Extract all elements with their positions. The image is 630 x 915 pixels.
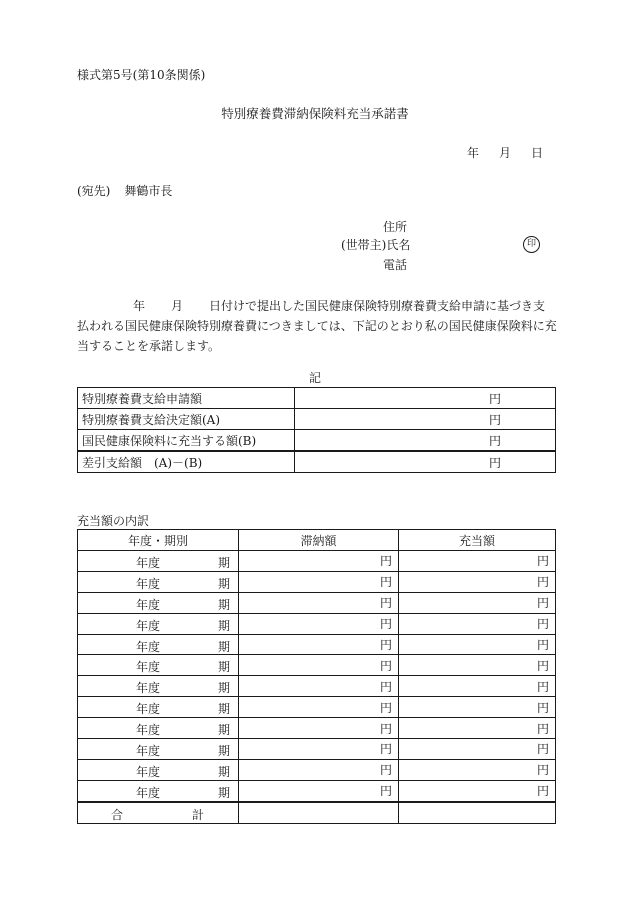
arrears-cell: 円	[239, 613, 399, 634]
table-row	[78, 759, 556, 780]
table-row	[78, 780, 556, 801]
period-year: 年度	[136, 785, 161, 800]
arrears-cell: 円	[239, 571, 399, 592]
table-header-row	[78, 530, 556, 551]
applied-cell: 円	[399, 739, 556, 760]
table-row	[78, 739, 556, 760]
arrears-cell: 円	[239, 759, 399, 780]
total-label-b: 計	[192, 807, 205, 822]
date-day: 日	[531, 146, 544, 160]
body-month: 月	[171, 299, 184, 313]
tel-label: 電話	[383, 258, 408, 272]
arrears-cell: 円	[239, 697, 399, 718]
summary-amount: 円	[295, 430, 556, 452]
table-row	[78, 613, 556, 634]
arrears-cell: 円	[239, 655, 399, 676]
period-ki: 期	[218, 681, 231, 696]
arrears-cell: 円	[239, 634, 399, 655]
period-cell	[78, 697, 239, 718]
period-year: 年度	[136, 618, 161, 633]
applied-cell: 円	[399, 759, 556, 780]
date-year: 年	[467, 146, 480, 160]
applied-cell: 円	[399, 592, 556, 613]
summary-amount: 円	[295, 451, 556, 473]
body-text: 日付けで提出した国民健康保険特別療養費支給申請に基づき支払われる国民健康保険特別療養費につきましては、下記のとおり私の国民健康保険料に充当することを承諾します。	[77, 299, 557, 353]
period-cell	[78, 551, 239, 572]
period-ki: 期	[218, 723, 231, 738]
arrears-cell: 円	[239, 592, 399, 613]
period-cell	[78, 759, 239, 780]
summary-table	[77, 387, 556, 473]
applied-cell: 円	[399, 780, 556, 801]
period-year: 年度	[136, 702, 161, 717]
header-applied: 充当額	[399, 530, 556, 551]
period-ki: 期	[218, 785, 231, 800]
consent-text	[77, 296, 557, 356]
applied-cell: 円	[399, 718, 556, 739]
date-line	[467, 146, 543, 160]
breakdown-title: 充当額の内訳	[77, 514, 150, 528]
period-ki: 期	[218, 660, 231, 675]
table-row	[78, 451, 556, 473]
header-arrears: 滞納額	[239, 530, 399, 551]
arrears-cell: 円	[239, 739, 399, 760]
summary-amount: 円	[295, 388, 556, 409]
total-arrears	[239, 802, 399, 823]
period-cell	[78, 676, 239, 697]
period-cell	[78, 718, 239, 739]
table-row	[78, 388, 556, 409]
applied-cell: 円	[399, 697, 556, 718]
period-year: 年度	[136, 660, 161, 675]
total-label	[78, 802, 239, 823]
total-applied	[399, 802, 556, 823]
period-ki: 期	[218, 764, 231, 779]
period-ki: 期	[218, 744, 231, 759]
period-cell	[78, 571, 239, 592]
period-year: 年度	[136, 723, 161, 738]
period-ki: 期	[218, 576, 231, 591]
total-label-a: 合	[111, 807, 124, 822]
table-row	[78, 571, 556, 592]
table-row	[78, 551, 556, 572]
period-year: 年度	[136, 556, 161, 570]
period-year: 年度	[136, 681, 161, 696]
breakdown-table	[77, 529, 556, 824]
form-number: 様式第5号(第10条関係)	[77, 68, 206, 82]
table-row	[78, 592, 556, 613]
period-ki: 期	[218, 618, 231, 633]
arrears-cell: 円	[239, 676, 399, 697]
table-row	[78, 655, 556, 676]
table-row	[78, 697, 556, 718]
summary-label: 特別療養費支給決定額(A)	[78, 409, 295, 430]
arrears-cell: 円	[239, 718, 399, 739]
applied-cell: 円	[399, 613, 556, 634]
summary-label: 国民健康保険料に充当する額(B)	[78, 430, 295, 452]
date-month: 月	[499, 146, 512, 160]
header-period: 年度・期別	[78, 530, 239, 551]
period-cell	[78, 634, 239, 655]
summary-amount: 円	[295, 409, 556, 430]
summary-label: 特別療養費支給申請額	[78, 388, 295, 409]
period-year: 年度	[136, 576, 161, 591]
applied-cell: 円	[399, 551, 556, 572]
table-row	[78, 634, 556, 655]
page-title: 特別療養費滞納保険料充当承諾書	[221, 106, 409, 121]
period-cell	[78, 592, 239, 613]
period-cell	[78, 655, 239, 676]
period-year: 年度	[136, 639, 161, 654]
summary-label: 差引支給額 (A)－(B)	[78, 451, 295, 473]
applied-cell: 円	[399, 655, 556, 676]
period-year: 年度	[136, 597, 161, 612]
addressee-name: 舞鶴市長	[124, 184, 173, 198]
applied-cell: 円	[399, 634, 556, 655]
period-cell	[78, 613, 239, 634]
period-ki: 期	[218, 597, 231, 612]
total-row	[78, 802, 556, 823]
name-label: (世帯主)氏名	[341, 238, 411, 252]
period-year: 年度	[136, 764, 161, 779]
table-row	[78, 409, 556, 430]
seal-mark: 印	[523, 236, 540, 253]
period-cell	[78, 739, 239, 760]
addressee-label: (宛先)	[77, 184, 111, 198]
arrears-cell: 円	[239, 551, 399, 572]
addressee	[77, 184, 172, 198]
ki-heading: 記	[308, 371, 321, 385]
table-row	[78, 676, 556, 697]
period-ki: 期	[218, 639, 231, 654]
arrears-cell: 円	[239, 780, 399, 801]
period-cell	[78, 780, 239, 801]
applied-cell: 円	[399, 676, 556, 697]
period-year: 年度	[136, 744, 161, 759]
address-label: 住所	[383, 220, 408, 234]
applied-cell: 円	[399, 571, 556, 592]
period-ki: 期	[218, 556, 231, 570]
period-ki: 期	[218, 702, 231, 717]
body-year: 年	[133, 299, 146, 313]
table-row	[78, 430, 556, 452]
table-row	[78, 718, 556, 739]
